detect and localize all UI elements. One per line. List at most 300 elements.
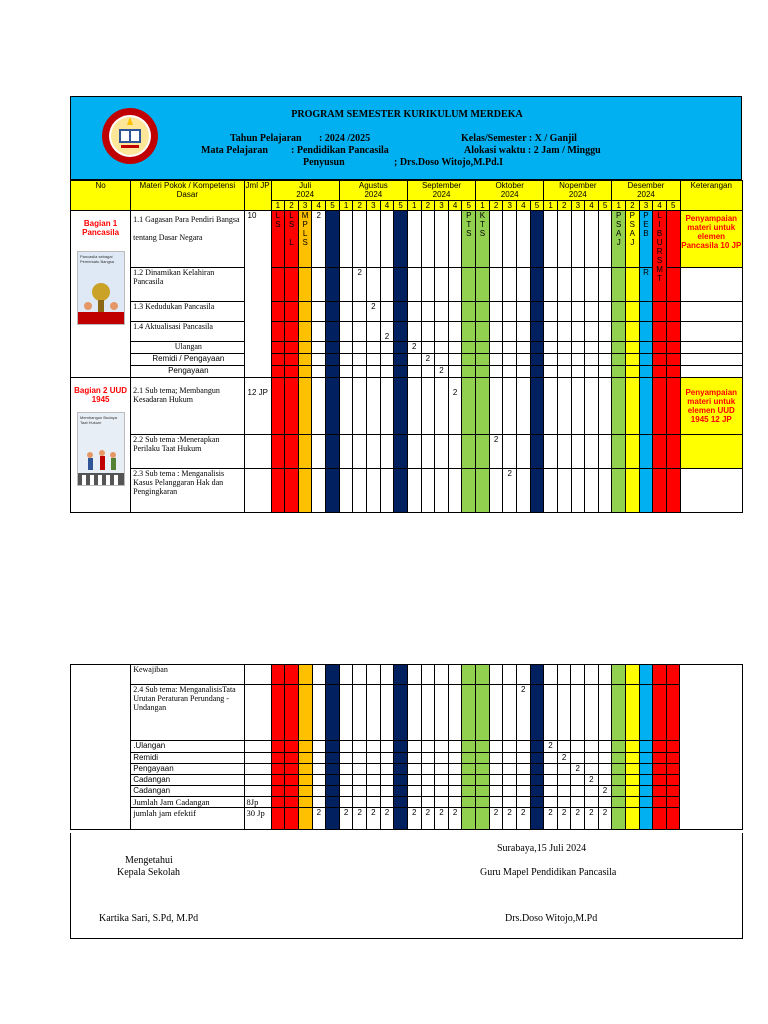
grid-cell bbox=[339, 378, 353, 435]
grid-cell bbox=[326, 268, 340, 302]
grid-cell bbox=[462, 354, 476, 366]
grid-cell bbox=[639, 366, 653, 378]
grid-cell bbox=[516, 741, 530, 753]
grid-cell bbox=[380, 685, 394, 741]
grid-cell bbox=[476, 764, 490, 775]
tahun-label: Tahun Pelajaran bbox=[230, 133, 302, 144]
header-box bbox=[70, 96, 742, 180]
grid-cell bbox=[421, 435, 435, 469]
grid-cell bbox=[462, 665, 476, 685]
table-row bbox=[71, 322, 743, 342]
grid-cell bbox=[544, 342, 558, 354]
grid-cell bbox=[380, 435, 394, 469]
grid-cell bbox=[557, 354, 571, 366]
grid-cell bbox=[598, 211, 612, 268]
table-row bbox=[71, 302, 743, 322]
grid-cell bbox=[407, 302, 421, 322]
grid-cell bbox=[653, 685, 667, 741]
jml-bagian-2: 12 JP bbox=[244, 378, 271, 435]
materi-pengayaan-2: Pengayaan bbox=[131, 764, 244, 775]
grid-cell bbox=[407, 211, 421, 268]
grid-cell bbox=[571, 435, 585, 469]
grid-cell bbox=[612, 469, 626, 513]
grid-cell bbox=[489, 354, 503, 366]
grid-cell bbox=[367, 469, 381, 513]
grid-cell bbox=[326, 469, 340, 513]
grid-cell bbox=[571, 469, 585, 513]
grid-cell bbox=[530, 354, 544, 366]
grid-cell bbox=[626, 342, 640, 354]
jp-cell: 2 bbox=[544, 808, 558, 830]
grid-cell bbox=[298, 685, 312, 741]
grid-cell bbox=[353, 435, 367, 469]
grid-cell bbox=[653, 786, 667, 797]
grid-cell bbox=[380, 342, 394, 354]
grid-cell bbox=[380, 786, 394, 797]
grid-cell bbox=[271, 366, 285, 378]
grid-cell bbox=[639, 302, 653, 322]
grid-cell bbox=[285, 775, 299, 786]
grid-cell bbox=[394, 786, 408, 797]
grid-cell bbox=[285, 435, 299, 469]
table-row bbox=[71, 469, 743, 513]
grid-cell bbox=[571, 366, 585, 378]
grid-cell bbox=[394, 665, 408, 685]
grid-cell bbox=[353, 741, 367, 753]
grid-cell bbox=[421, 786, 435, 797]
grid-cell bbox=[517, 268, 531, 302]
grid-cell bbox=[298, 764, 312, 775]
grid-cell bbox=[625, 775, 639, 786]
grid-cell bbox=[380, 775, 394, 786]
grid-cell bbox=[421, 342, 435, 354]
grid-cell bbox=[544, 685, 558, 741]
grid-cell bbox=[625, 797, 639, 808]
grid-cell bbox=[598, 469, 612, 513]
grid-cell bbox=[380, 797, 394, 808]
grid-cell bbox=[312, 268, 326, 302]
grid-cell bbox=[394, 378, 408, 435]
grid-cell bbox=[476, 378, 490, 435]
week-num: 3 bbox=[571, 201, 585, 211]
grid-cell bbox=[271, 741, 285, 753]
grid-cell bbox=[612, 741, 626, 753]
grid-cell bbox=[435, 469, 449, 513]
grid-cell bbox=[476, 665, 490, 685]
grid-cell bbox=[394, 211, 408, 268]
event-mpls: M P L S bbox=[298, 211, 312, 268]
grid-cell bbox=[380, 354, 394, 366]
grid-cell bbox=[653, 775, 667, 786]
week-num: 5 bbox=[598, 201, 612, 211]
grid-cell bbox=[612, 342, 626, 354]
jp-cell: 2 bbox=[571, 764, 585, 775]
grid-cell bbox=[285, 366, 299, 378]
grid-cell bbox=[394, 797, 408, 808]
col-jml: Jml JP bbox=[244, 181, 271, 211]
bagian-2-cell bbox=[71, 378, 131, 513]
tahun-value: : 2024 /2025 bbox=[319, 133, 371, 144]
grid-cell bbox=[448, 435, 462, 469]
grid-cell bbox=[339, 354, 353, 366]
grid-cell bbox=[612, 786, 626, 797]
grid-cell bbox=[585, 211, 599, 268]
grid-cell bbox=[544, 322, 558, 342]
grid-cell bbox=[312, 302, 326, 322]
materi-remidi: Remidi / Pengayaan bbox=[131, 354, 244, 366]
grid-cell bbox=[598, 354, 612, 366]
week-num: 2 bbox=[421, 201, 435, 211]
grid-cell bbox=[367, 342, 381, 354]
grid-cell bbox=[244, 469, 271, 513]
bagian-2-label: Bagian 2 UUD 1945 bbox=[74, 386, 128, 404]
grid-cell bbox=[435, 302, 449, 322]
event-r: R bbox=[639, 268, 653, 302]
grid-cell bbox=[625, 808, 639, 830]
grid-cell bbox=[421, 378, 435, 435]
grid-cell bbox=[544, 366, 558, 378]
table-row bbox=[71, 211, 743, 268]
grid-cell bbox=[598, 775, 612, 786]
grid-cell bbox=[394, 268, 408, 302]
grid-cell bbox=[380, 741, 394, 753]
week-num: 3 bbox=[298, 201, 312, 211]
grid-cell bbox=[571, 775, 585, 786]
grid-cell bbox=[544, 435, 558, 469]
grid-cell bbox=[489, 302, 503, 322]
grid-cell bbox=[557, 775, 571, 786]
mengetahui: Mengetahui bbox=[125, 855, 173, 866]
grid-cell bbox=[503, 665, 517, 685]
grid-cell bbox=[285, 378, 299, 435]
grid-cell bbox=[544, 786, 558, 797]
grid-cell bbox=[448, 354, 462, 366]
grid-cell bbox=[516, 797, 530, 808]
grid-cell bbox=[421, 775, 435, 786]
grid-cell bbox=[339, 797, 353, 808]
grid-cell bbox=[435, 268, 449, 302]
grid-cell bbox=[489, 753, 503, 764]
materi-1-2: 1.2 Dinamikan Kelahiran Pancasila bbox=[131, 268, 244, 302]
grid-cell bbox=[680, 354, 742, 366]
grid-cell bbox=[571, 354, 585, 366]
grid-cell bbox=[517, 302, 531, 322]
grid-cell bbox=[394, 753, 408, 764]
grid-cell bbox=[380, 753, 394, 764]
jp-cell: 2 bbox=[407, 342, 421, 354]
grid-cell bbox=[71, 665, 131, 830]
grid-cell bbox=[476, 808, 490, 830]
grid-cell bbox=[244, 775, 271, 786]
col-materi: Materi Pokok / Kompetensi Dasar bbox=[131, 181, 244, 211]
table-row bbox=[71, 268, 743, 302]
grid-cell bbox=[557, 378, 571, 435]
grid-cell bbox=[407, 775, 421, 786]
grid-cell bbox=[571, 786, 585, 797]
grid-cell bbox=[626, 322, 640, 342]
grid-cell bbox=[285, 302, 299, 322]
table-row bbox=[71, 342, 743, 354]
grid-cell bbox=[285, 322, 299, 342]
grid-cell bbox=[571, 741, 585, 753]
grid-cell bbox=[421, 665, 435, 685]
grid-cell bbox=[285, 469, 299, 513]
grid-cell bbox=[585, 797, 599, 808]
grid-cell bbox=[407, 797, 421, 808]
grid-cell bbox=[530, 366, 544, 378]
grid-cell bbox=[448, 797, 462, 808]
grid-cell bbox=[285, 753, 299, 764]
grid-cell bbox=[244, 753, 271, 764]
grid-cell bbox=[394, 322, 408, 342]
grid-cell bbox=[517, 342, 531, 354]
grid-cell bbox=[407, 378, 421, 435]
grid-cell bbox=[298, 268, 312, 302]
grid-cell bbox=[598, 378, 612, 435]
grid-cell bbox=[476, 268, 490, 302]
grid-cell bbox=[557, 268, 571, 302]
materi-2-4: 2.4 Sub tema: MenganalisisTata Urutan Peraturan Perundang - Undangan bbox=[131, 685, 244, 741]
grid-cell bbox=[503, 741, 517, 753]
grid-cell bbox=[585, 342, 599, 354]
grid-cell bbox=[462, 302, 476, 322]
event-psaj: P S A J bbox=[626, 211, 640, 268]
cover-title: Membangun Budaya Taat Hukum bbox=[80, 415, 117, 425]
materi-ulangan: Ulangan bbox=[131, 342, 244, 354]
month-juli: Juli 2024 bbox=[271, 181, 339, 201]
grid-cell bbox=[666, 469, 680, 513]
grid-cell bbox=[571, 753, 585, 764]
grid-cell bbox=[666, 354, 680, 366]
jp-cell: 2 bbox=[421, 354, 435, 366]
grid-cell bbox=[448, 211, 462, 268]
grid-cell bbox=[312, 378, 326, 435]
grid-cell bbox=[585, 322, 599, 342]
week-num: 5 bbox=[530, 201, 544, 211]
grid-cell bbox=[285, 354, 299, 366]
grid-cell bbox=[380, 268, 394, 302]
guru-mapel-name: Drs.Doso Witojo,M.Pd bbox=[505, 913, 598, 924]
grid-cell bbox=[503, 211, 517, 268]
jp-cell: 2 bbox=[421, 808, 435, 830]
grid-cell bbox=[312, 685, 326, 741]
grid-cell bbox=[380, 211, 394, 268]
jp-cell: 2 bbox=[367, 302, 381, 322]
grid-cell bbox=[421, 366, 435, 378]
grid-cell bbox=[585, 354, 599, 366]
grid-cell bbox=[503, 268, 517, 302]
grid-cell bbox=[530, 211, 544, 268]
grid-cell bbox=[666, 435, 680, 469]
grid-cell bbox=[448, 741, 462, 753]
grid-cell bbox=[326, 342, 340, 354]
grid-cell bbox=[666, 302, 680, 322]
grid-cell bbox=[476, 322, 490, 342]
grid-cell bbox=[585, 764, 599, 775]
grid-cell bbox=[326, 797, 340, 808]
grid-cell bbox=[517, 322, 531, 342]
grid-cell bbox=[517, 378, 531, 435]
grid-cell bbox=[244, 685, 271, 741]
grid-cell bbox=[380, 378, 394, 435]
penyusun-value: ; Drs.Doso Witojo,M.Pd.I bbox=[394, 157, 504, 168]
grid-cell bbox=[448, 665, 462, 685]
grid-cell bbox=[530, 741, 544, 753]
grid-cell bbox=[557, 322, 571, 342]
program-semester-table-continued bbox=[70, 664, 743, 830]
grid-cell bbox=[407, 366, 421, 378]
materi-kewajiban: Kewajiban bbox=[131, 665, 244, 685]
grid-cell bbox=[680, 469, 742, 513]
jumlah-jam-efektif-value: 30 Jp bbox=[244, 808, 271, 830]
grid-cell bbox=[653, 354, 667, 366]
jumlah-jam-cadangan-value: 8Jp bbox=[244, 797, 271, 808]
grid-cell bbox=[489, 378, 503, 435]
grid-cell bbox=[680, 268, 742, 302]
grid-cell bbox=[367, 665, 381, 685]
grid-cell bbox=[666, 775, 680, 786]
grid-cell bbox=[544, 354, 558, 366]
grid-cell bbox=[571, 322, 585, 342]
keterangan-bagian-2: Penyampaian materi untuk elemen UUD 1945 12 JP bbox=[680, 378, 742, 435]
grid-cell bbox=[585, 786, 599, 797]
grid-cell bbox=[585, 685, 599, 741]
grid-cell bbox=[585, 435, 599, 469]
grid-cell bbox=[244, 786, 271, 797]
grid-cell bbox=[598, 764, 612, 775]
grid-cell bbox=[598, 302, 612, 322]
jp-cell: 2 bbox=[312, 808, 326, 830]
grid-cell bbox=[516, 775, 530, 786]
grid-cell bbox=[571, 211, 585, 268]
grid-cell bbox=[598, 685, 612, 741]
grid-cell bbox=[626, 378, 640, 435]
grid-cell bbox=[653, 797, 667, 808]
grid-cell bbox=[585, 366, 599, 378]
grid-cell bbox=[612, 302, 626, 322]
grid-cell bbox=[462, 469, 476, 513]
grid-cell bbox=[653, 302, 667, 322]
grid-cell bbox=[448, 786, 462, 797]
grid-cell bbox=[489, 764, 503, 775]
table-row bbox=[71, 764, 743, 775]
month-nopember: Nopember 2024 bbox=[544, 181, 612, 201]
place-date: Surabaya,15 Juli 2024 bbox=[497, 843, 587, 854]
grid-cell bbox=[339, 435, 353, 469]
grid-cell bbox=[503, 378, 517, 435]
grid-cell bbox=[448, 469, 462, 513]
grid-cell bbox=[544, 775, 558, 786]
grid-cell bbox=[544, 469, 558, 513]
program-semester-table bbox=[70, 180, 743, 513]
jp-cell: 2 bbox=[339, 808, 353, 830]
bagian-2-cover-image bbox=[77, 412, 125, 486]
event-psaj: P S A J bbox=[612, 211, 626, 268]
grid-cell bbox=[557, 469, 571, 513]
grid-cell bbox=[517, 354, 531, 366]
grid-cell bbox=[530, 469, 544, 513]
grid-cell bbox=[326, 808, 340, 830]
grid-cell bbox=[585, 268, 599, 302]
grid-cell bbox=[271, 775, 285, 786]
grid-cell bbox=[462, 753, 476, 764]
grid-cell bbox=[557, 435, 571, 469]
grid-cell bbox=[326, 378, 340, 435]
materi-1-3: 1.3 Kedudukan Pancasila bbox=[131, 302, 244, 322]
grid-cell bbox=[435, 764, 449, 775]
grid-cell bbox=[421, 741, 435, 753]
grid-cell bbox=[612, 354, 626, 366]
grid-cell bbox=[367, 354, 381, 366]
grid-cell bbox=[516, 665, 530, 685]
grid-cell bbox=[653, 741, 667, 753]
grid-cell bbox=[503, 435, 517, 469]
grid-cell bbox=[339, 775, 353, 786]
grid-cell bbox=[326, 665, 340, 685]
grid-cell bbox=[666, 685, 680, 741]
jp-cell: 2 bbox=[407, 808, 421, 830]
kepala-sekolah-name: Kartika Sari, S.Pd, M.Pd bbox=[99, 913, 199, 924]
grid-cell bbox=[557, 764, 571, 775]
grid-cell bbox=[503, 366, 517, 378]
grid-cell bbox=[298, 665, 312, 685]
grid-cell bbox=[557, 211, 571, 268]
grid-cell bbox=[639, 378, 653, 435]
grid-cell bbox=[666, 322, 680, 342]
grid-cell bbox=[544, 378, 558, 435]
grid-cell bbox=[435, 786, 449, 797]
grid-cell bbox=[421, 469, 435, 513]
grid-cell bbox=[407, 764, 421, 775]
jp-cell: 2 bbox=[557, 808, 571, 830]
grid-cell bbox=[626, 268, 640, 302]
col-keterangan: Keterangan bbox=[680, 181, 742, 211]
grid-cell bbox=[557, 685, 571, 741]
grid-cell bbox=[339, 302, 353, 322]
grid-cell bbox=[557, 366, 571, 378]
grid-cell bbox=[680, 665, 743, 830]
grid-cell bbox=[435, 775, 449, 786]
grid-cell bbox=[476, 435, 490, 469]
grid-cell bbox=[353, 665, 367, 685]
table-row bbox=[71, 366, 743, 378]
grid-cell bbox=[476, 469, 490, 513]
grid-cell bbox=[462, 786, 476, 797]
grid-cell bbox=[353, 797, 367, 808]
week-num: 4 bbox=[448, 201, 462, 211]
materi-ulangan-2: .Ulangan bbox=[131, 741, 244, 753]
alokasi-waktu: Alokasi waktu : 2 Jam / Minggu bbox=[464, 145, 601, 156]
grid-cell bbox=[666, 764, 680, 775]
week-num: 2 bbox=[489, 201, 503, 211]
grid-cell bbox=[571, 665, 585, 685]
grid-cell bbox=[585, 665, 599, 685]
grid-cell bbox=[530, 435, 544, 469]
grid-cell bbox=[517, 211, 531, 268]
grid-cell bbox=[367, 685, 381, 741]
grid-cell bbox=[394, 685, 408, 741]
grid-cell bbox=[339, 685, 353, 741]
grid-cell bbox=[244, 764, 271, 775]
grid-cell bbox=[298, 786, 312, 797]
grid-cell bbox=[353, 378, 367, 435]
grid-cell bbox=[298, 469, 312, 513]
grid-cell bbox=[666, 665, 680, 685]
grid-cell bbox=[639, 764, 653, 775]
week-num: 1 bbox=[476, 201, 490, 211]
week-num: 4 bbox=[312, 201, 326, 211]
grid-cell bbox=[421, 797, 435, 808]
